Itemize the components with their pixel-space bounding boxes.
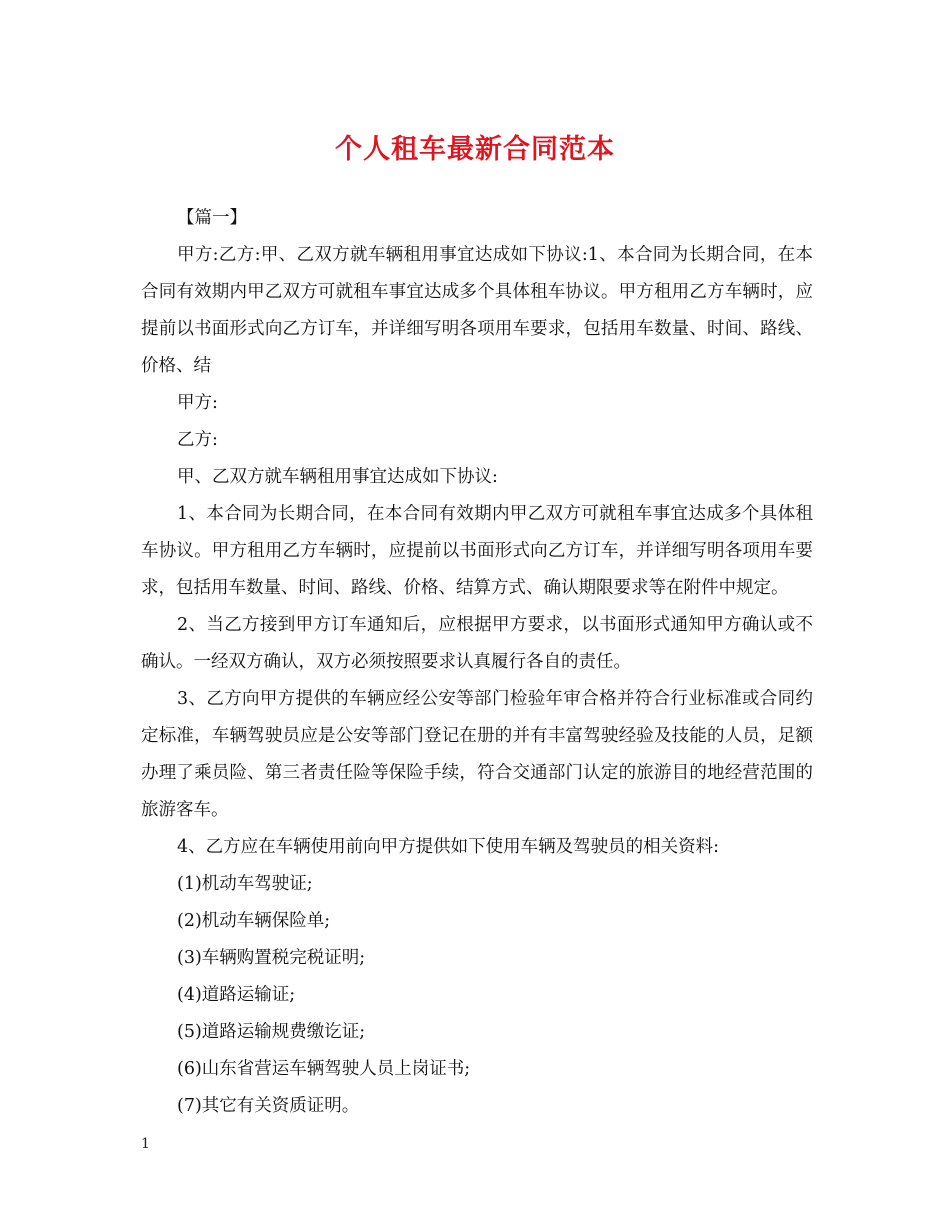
- list-item: (6)山东省营运车辆驾驶人员上岗证书;: [177, 1059, 471, 1079]
- paragraph: 2、当乙方接到甲方订车通知后，应根据甲方要求，以书面形式通知甲方确认或不确认。一经双方确认，双方必须按照要求认真履行各自的责任。: [141, 615, 813, 672]
- document-title: 个人租车最新合同范本: [335, 134, 615, 165]
- paragraph: 4、乙方应在车辆使用前向甲方提供如下使用车辆及驾驶员的相关资料:: [177, 837, 720, 857]
- paragraph: 甲方:乙方:甲、乙双方就车辆租用事宜达成如下协议:1、本合同为长期合同，在本合同有效期内甲乙双方可就租车事宜达成多个具体租车协议。甲方租用乙方车辆时，应提前以书面形式向乙方订车，并详细写明各项用车要求，包括用车数量、时间、路线、价格、结: [141, 245, 813, 376]
- paragraph: 3、乙方向甲方提供的车辆应经公安等部门检验年审合格并符合行业标准或合同约定标准，车辆驾驶员应是公安等部门登记在册的并有丰富驾驶经验及技能的人员，足额办理了乘员险、第三者责任险等保险手续，符合交通部门认定的旅游目的地经营范围的旅游客车。: [141, 689, 813, 820]
- page-number: 1: [141, 1136, 150, 1152]
- document-body: [141, 200, 813, 1125]
- paragraph: 甲、乙双方就车辆租用事宜达成如下协议:: [177, 467, 498, 487]
- list-item: (1)机动车驾驶证;: [177, 874, 313, 894]
- section-label: 【篇一】: [177, 208, 247, 228]
- paragraph: 乙方:: [177, 430, 218, 450]
- list-item: (4)道路运输证;: [177, 985, 296, 1005]
- paragraph: 1、本合同为长期合同，在本合同有效期内甲乙双方可就租车事宜达成多个具体租车协议。甲方租用乙方车辆时，应提前以书面形式向乙方订车，并详细写明各项用车要求，包括用车数量、时间、路线、价格、结算方式、确认期限要求等在附件中规定。: [141, 504, 813, 598]
- list-item: (2)机动车辆保险单;: [177, 911, 331, 931]
- list-item: (7)其它有关资质证明。: [177, 1096, 360, 1116]
- paragraph: 甲方:: [177, 393, 218, 413]
- list-item: (5)道路运输规费缴讫证;: [177, 1022, 366, 1042]
- list-item: (3)车辆购置税完税证明;: [177, 948, 366, 968]
